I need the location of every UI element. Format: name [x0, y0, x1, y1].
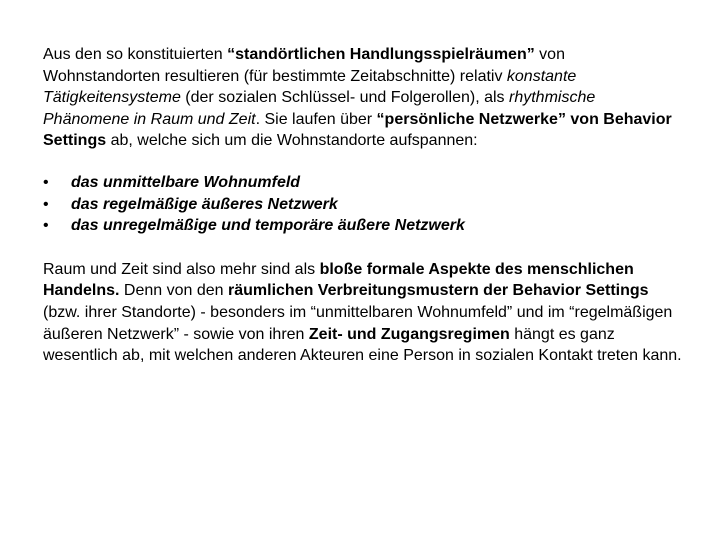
- closing-paragraph: [43, 259, 683, 367]
- list-item-text: das unregelmäßige und temporäre äußere Netzwerk: [71, 217, 465, 235]
- text-run: Raum und Zeit sind also mehr sind als: [43, 260, 320, 278]
- bold-phrase: “standörtlichen Handlungsspielräumen”: [227, 46, 535, 63]
- list-item-text: das regelmäßige äußeres Netzwerk: [71, 195, 338, 213]
- text-run: hängt es ganz wesentlich ab, mit welchen anderen Akteuren eine Person in sozialen Kontakt treten kann.: [43, 325, 682, 365]
- bullet-dot: •: [43, 173, 49, 191]
- text-run: . Sie laufen über: [255, 110, 377, 128]
- bold-phrase: Zeit- und Zugangsregimen: [308, 325, 510, 343]
- bullet-dot: •: [43, 217, 49, 235]
- list-item: [43, 194, 683, 216]
- bullet-dot: •: [43, 195, 49, 213]
- bold-phrase: bloße formale Aspekte des menschlichen Handelns.: [43, 260, 634, 300]
- list-item: [43, 172, 683, 194]
- list-item: [43, 215, 683, 237]
- bold-phrase: räumlichen Verbreitungsmustern der Behavior Settings: [228, 282, 649, 300]
- list-item-text: das unmittelbare Wohnumfeld: [71, 173, 301, 191]
- intro-paragraph: [43, 44, 683, 152]
- bold-phrase: “persönliche Netzwerke” von Behavior Settings: [43, 110, 672, 150]
- italic-phrase: konstante Tätigkeitensysteme: [43, 67, 577, 107]
- text-run: Denn von den: [119, 282, 228, 300]
- italic-phrase: rhythmische Phänomene in Raum und Zeit: [43, 89, 596, 128]
- slide-content: [43, 44, 683, 367]
- text-run: Aus den so konstituierten: [43, 46, 228, 63]
- bullet-list: [43, 172, 683, 237]
- text-run: (der sozialen Schlüssel- und Folgerollen), als: [180, 89, 509, 107]
- text-run: (bzw. ihrer Standorte) - besonders im “unmittelbaren Wohnumfeld” und im “regelmäßigen äußeren Netzwerk” - sowie von ihren: [43, 303, 673, 343]
- text-run: ab, welche sich um die Wohnstandorte aufspannen:: [106, 132, 478, 150]
- text-run: von Wohnstandorten resultieren (für bestimmte Zeitabschnitte) relativ: [43, 46, 565, 85]
